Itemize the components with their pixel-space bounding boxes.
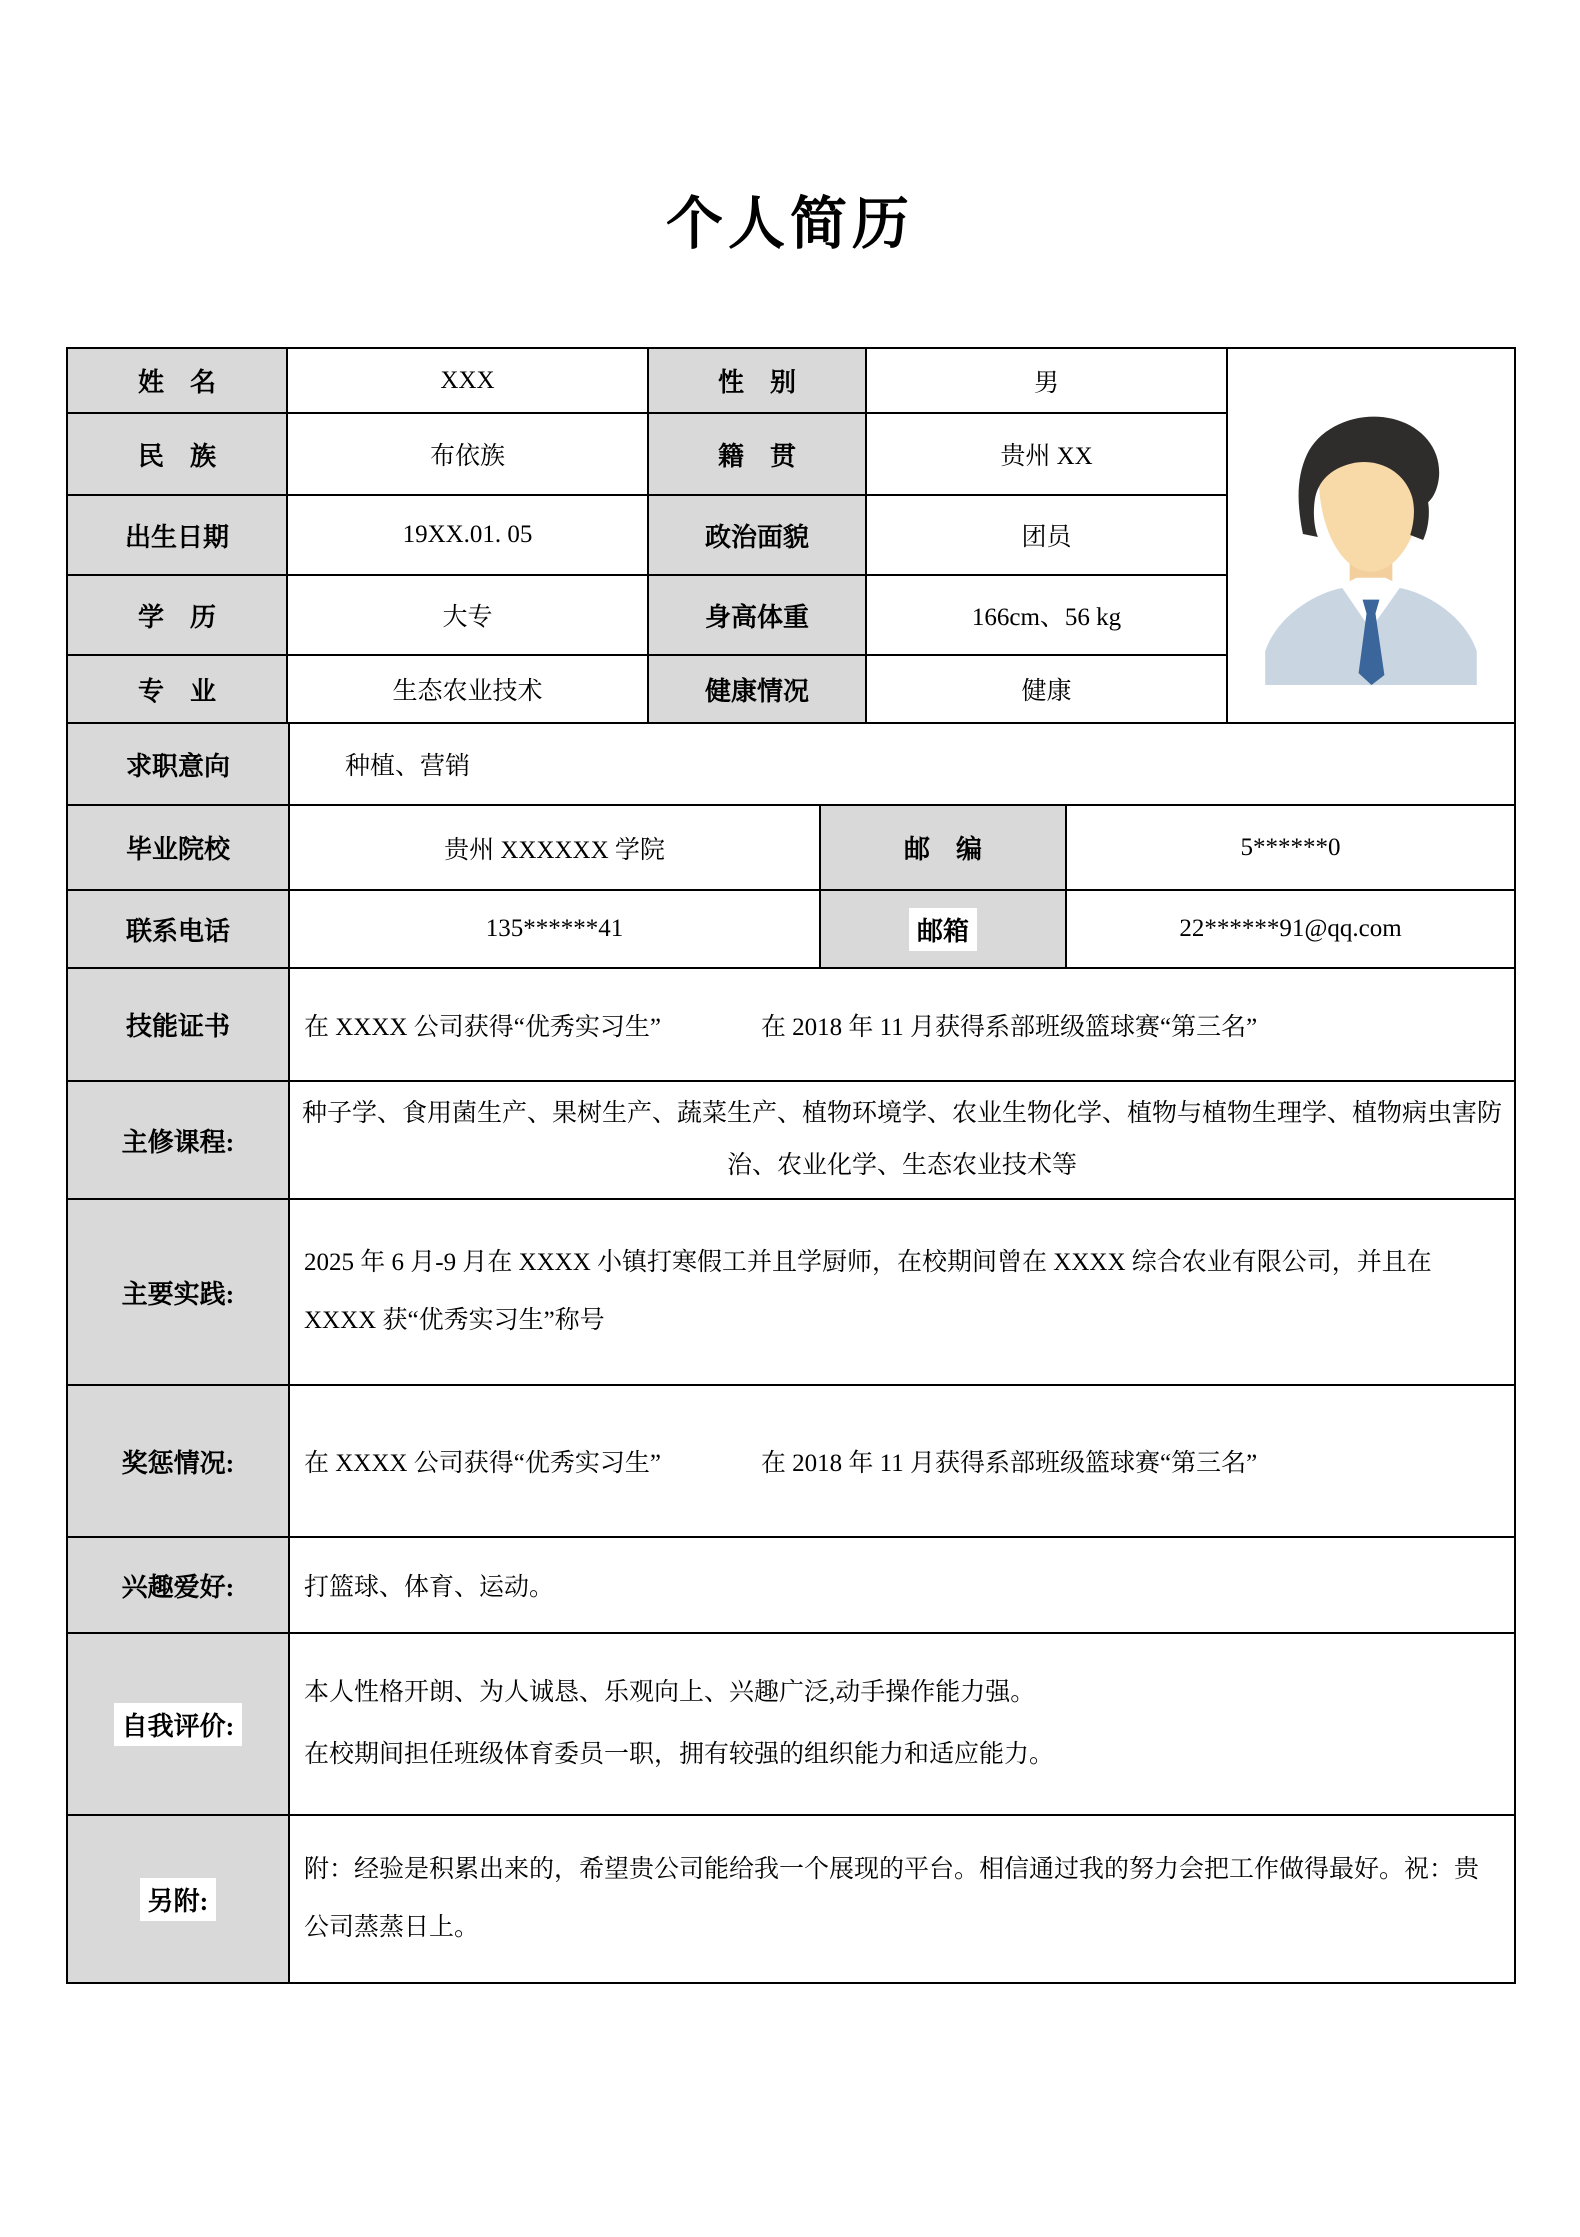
email-label [819,891,1065,967]
job-intention-label: 求职意向 [68,724,288,804]
political-status-value: 团员 [865,494,1226,574]
self-evaluation-label-text: 自我评价: [114,1703,243,1746]
main-courses-row [68,1080,1514,1198]
self-evaluation-line-2: 在校期间担任班级体育委员一职，拥有较强的组织能力和适应能力。 [304,1741,1055,1768]
rewards-punishments-row [68,1384,1514,1536]
main-practice-label: 主要实践: [68,1200,288,1384]
job-intention-row [68,722,1514,804]
ethnicity-label: 民 族 [68,412,286,494]
phone-row [68,889,1514,967]
education-label: 学 历 [68,574,286,654]
graduate-school-label: 毕业院校 [68,806,288,889]
rewards-punishments-value: 在 XXXX 公司获得“优秀实习生” 在 2018 年 11 月获得系部班级篮球赛“第三名” [288,1386,1514,1536]
hobbies-value: 打篮球、体育、运动。 [288,1538,1514,1632]
email-label-text: 邮箱 [909,908,977,951]
male-avatar-icon [1258,387,1484,685]
resume-table [66,347,1516,1984]
basic-info-grid [68,349,1226,722]
self-evaluation-label [68,1634,288,1814]
birth-date-label: 出生日期 [68,494,286,574]
main-practice-row [68,1198,1514,1384]
hobbies-label: 兴趣爱好: [68,1538,288,1632]
self-evaluation-row [68,1632,1514,1814]
rewards-punishments-label: 奖惩情况: [68,1386,288,1536]
health-label: 健康情况 [647,654,865,722]
attachment-label [68,1816,288,1982]
self-evaluation-value [288,1634,1514,1814]
height-weight-label: 身高体重 [647,574,865,654]
native-place-label: 籍 贯 [647,412,865,494]
attachment-row [68,1814,1514,1982]
self-evaluation-lines [304,1662,1054,1786]
main-practice-value: 2025 年 6 月-9 月在 XXXX 小镇打寒假工并且学厨师，在校期间曾在 XXXX 综合农业有限公司，并且在 XXXX 获“优秀实习生”称号 [288,1200,1514,1384]
postal-code-value: 5******0 [1065,806,1514,889]
political-status-label: 政治面貌 [647,494,865,574]
gender-label: 性 别 [647,349,865,412]
skills-certificates-row [68,967,1514,1080]
education-value: 大专 [286,574,647,654]
main-courses-value: 种子学、食用菌生产、果树生产、蔬菜生产、植物环境学、农业生物化学、植物与植物生理学、植物病虫害防治、农业化学、生态农业技术等 [288,1082,1514,1198]
attachment-value: 附：经验是积累出来的，希望贵公司能给我一个展现的平台。相信通过我的努力会把工作做得最好。祝：贵公司蒸蒸日上。 [288,1816,1514,1982]
name-value: XXX [286,349,647,412]
phone-value: 135******41 [288,891,819,967]
graduate-school-value: 贵州 XXXXXX 学院 [288,806,819,889]
graduate-school-row [68,804,1514,889]
phone-label: 联系电话 [68,891,288,967]
gender-value: 男 [865,349,1226,412]
ethnicity-value: 布依族 [286,412,647,494]
self-evaluation-line-1: 本人性格开朗、为人诚恳、乐观向上、兴趣广泛,动手操作能力强。 [304,1679,1036,1706]
basic-info-section [68,349,1514,722]
postal-code-label: 邮 编 [819,806,1065,889]
name-label: 姓 名 [68,349,286,412]
main-courses-label: 主修课程: [68,1082,288,1198]
attachment-label-text: 另附: [140,1878,217,1921]
email-value: 22******91@qq.com [1065,891,1514,967]
job-intention-value: 种植、营销 [288,724,1514,804]
height-weight-value: 166cm、56 kg [865,574,1226,654]
health-value: 健康 [865,654,1226,722]
page-title: 个人简历 [666,193,914,256]
major-value: 生态农业技术 [286,654,647,722]
applicant-photo [1226,349,1514,722]
native-place-value: 贵州 XX [865,412,1226,494]
skills-certificates-label: 技能证书 [68,969,288,1080]
skills-certificates-value: 在 XXXX 公司获得“优秀实习生” 在 2018 年 11 月获得系部班级篮球赛“第三名” [288,969,1514,1080]
hobbies-row [68,1536,1514,1632]
major-label: 专 业 [68,654,286,722]
birth-date-value: 19XX.01. 05 [286,494,647,574]
